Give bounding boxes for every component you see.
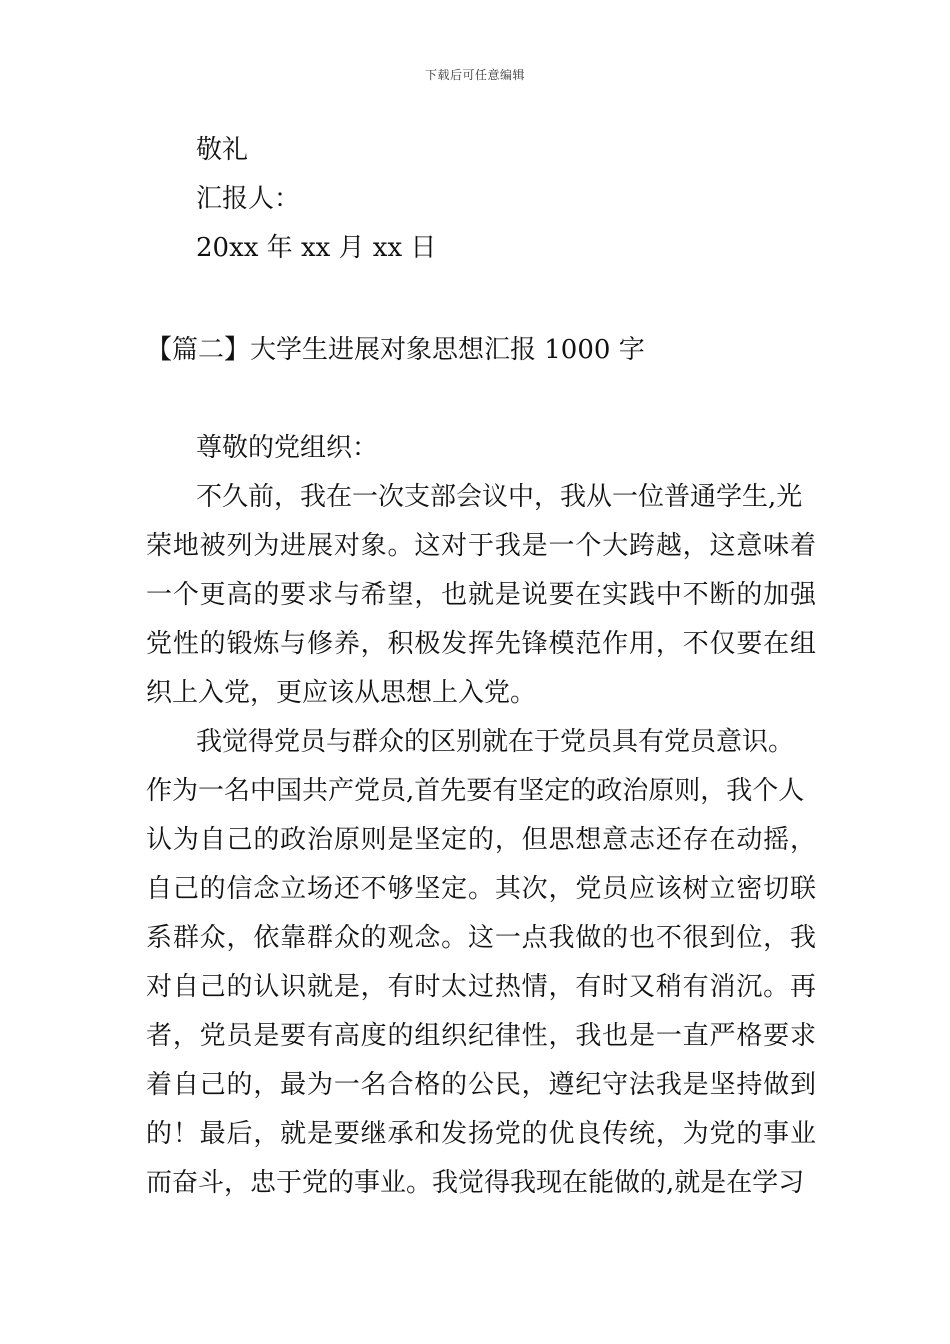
paragraph-1-line-1: 不久前，我在一次支部会议中，我从一位普通学生,光 [196, 482, 803, 512]
paragraph-2-line-3: 认为自己的政治原则是坚定的，但思想意志还存在动摇， [146, 825, 816, 855]
paragraph-2-line-2: 作为一名中国共产党员,首先要有坚定的政治原则，我个人 [146, 776, 805, 806]
paragraph-2-line-10: 而奋斗，忠于党的事业。我觉得我现在能做的,就是在学习 [146, 1168, 805, 1198]
closing-salutation: 敬礼 [196, 135, 249, 165]
reporter-label: 汇报人： [196, 184, 301, 214]
paragraph-1-line-4: 党性的锻炼与修养，积极发挥先锋模范作用，不仅要在组 [146, 629, 816, 659]
page-header-note: 下载后可任意编辑 [424, 68, 525, 82]
letter-greeting: 尊敬的党组织： [196, 433, 379, 463]
paragraph-2-line-4: 自己的信念立场还不够坚定。其次，党员应该树立密切联 [146, 874, 816, 904]
report-date: 20xx 年 xx 月 xx 日 [196, 233, 437, 263]
paragraph-1-line-2: 荣地被列为进展对象。这对于我是一个大跨越，这意味着 [146, 531, 816, 561]
paragraph-2-line-9: 的！最后，就是要继承和发扬党的优良传统，为党的事业 [146, 1119, 816, 1149]
paragraph-2-line-8: 着自己的，最为一名合格的公民，遵纪守法我是坚持做到 [146, 1070, 816, 1100]
paragraph-2-line-6: 对自己的认识就是，有时太过热情，有时又稍有消沉。再 [146, 972, 816, 1002]
paragraph-2-line-5: 系群众，依靠群众的观念。这一点我做的也不很到位，我 [146, 923, 816, 953]
paragraph-2-line-1: 我觉得党员与群众的区别就在于党员具有党员意识。 [196, 727, 795, 757]
paragraph-1-line-5: 织上入党，更应该从思想上入党。 [146, 678, 537, 708]
paragraph-1-line-3: 一个更高的要求与希望，也就是说要在实践中不断的加强 [146, 580, 816, 610]
paragraph-2-line-7: 者，党员是要有高度的组织纪律性，我也是一直严格要求 [146, 1021, 816, 1051]
section-title: 【篇二】大学生进展对象思想汇报 1000 字 [146, 335, 645, 365]
